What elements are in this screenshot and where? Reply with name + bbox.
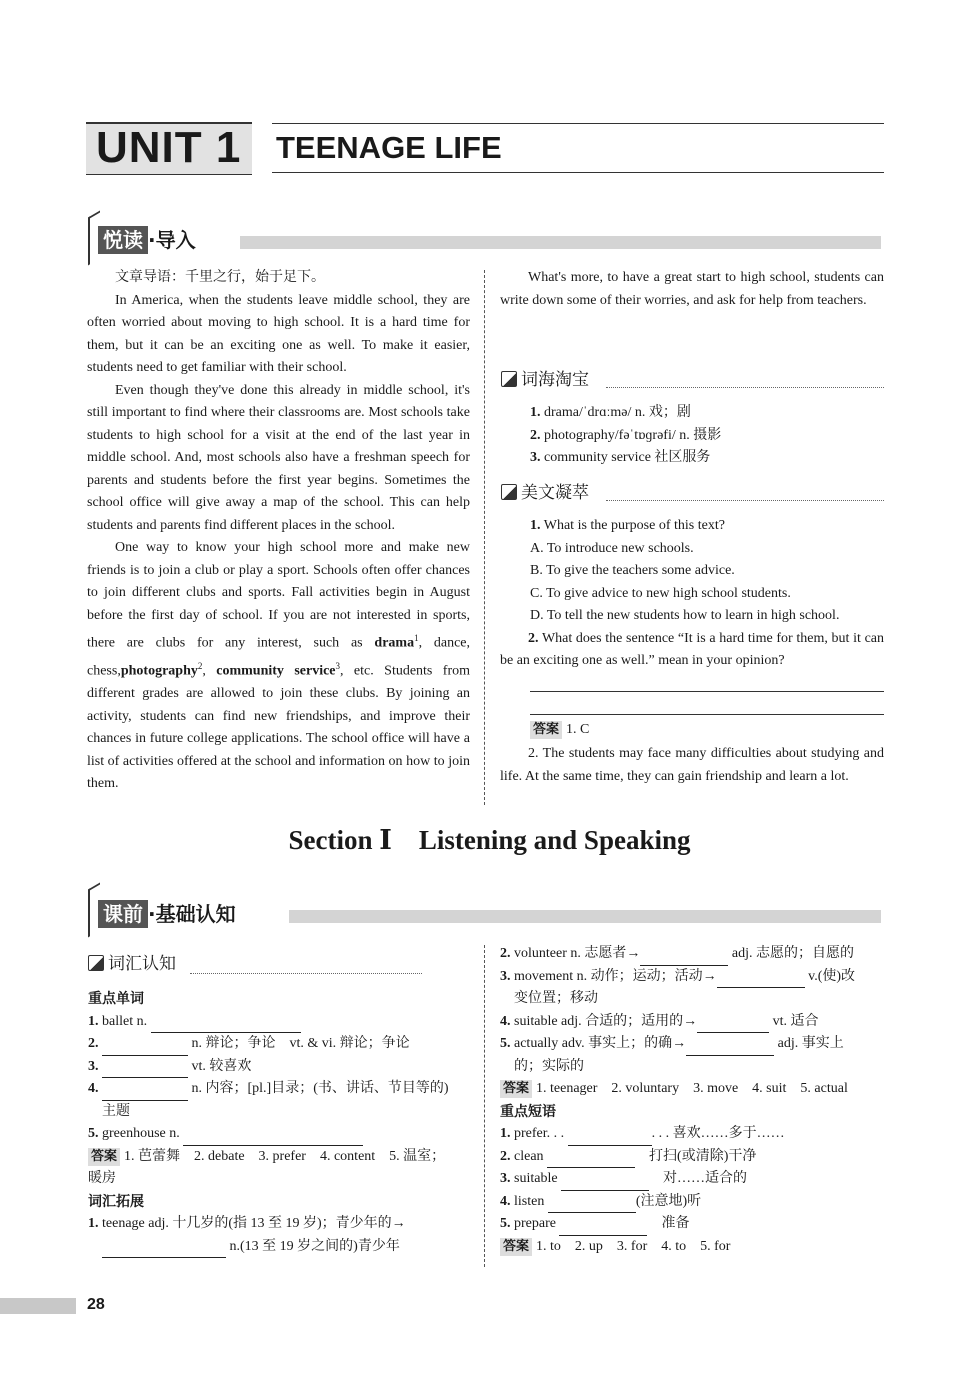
ext-text: adj. 志愿的；自愿的: [731, 946, 854, 961]
answer-text: 1. teenager 2. voluntary 3. move 4. suit 5. actual: [536, 1081, 848, 1096]
fill-blank[interactable]: [102, 1086, 188, 1101]
answer-text: 1. to 2. up 3. for 4. to 5. for: [536, 1238, 731, 1254]
section-bar: [289, 910, 881, 923]
ext-text: n.(13 至 19 岁之间的)青少年: [229, 1238, 400, 1254]
ext-text: actually adv. 事实上；的确→: [514, 1036, 687, 1051]
fill-blank[interactable]: [151, 1018, 301, 1033]
phrase-text: prefer. . .: [514, 1126, 565, 1141]
ext-item: 3. movement n. 动作；运动；活动→ v.(使)改: [500, 966, 884, 989]
phrase-text: suitable: [514, 1171, 558, 1186]
cihai-list: [530, 402, 721, 470]
fill-blank[interactable]: [717, 973, 805, 988]
vocab-left: [88, 988, 471, 1258]
item-text: drama/ˈdrɑːmə/ n. 戏；剧: [544, 405, 691, 420]
item-number: 4.: [88, 1081, 99, 1096]
option-a: A. To introduce new schools.: [530, 540, 694, 556]
vocab-word: drama: [374, 635, 415, 651]
phrase-text: clean: [514, 1148, 544, 1164]
option-d: D. To tell the new students how to learn in high school.: [530, 608, 840, 623]
item-number: 1.: [530, 405, 541, 420]
answer-words-cont: 暖房: [88, 1171, 116, 1186]
word-item: 1. ballet n.: [88, 1011, 471, 1034]
phrase-text: listen: [514, 1193, 545, 1209]
text: , etc. Students from different grades are allowed to join these clubs. By joining an activity, students can find new friendships, and improve their chances in future college applications. The school office will have a list of activities offered at the school and information on how to join them.: [87, 663, 470, 792]
word-item: [88, 1056, 471, 1079]
vocab-header: [88, 953, 176, 975]
section-subtitle: ·导入: [148, 228, 196, 252]
paragraph-3: [87, 537, 470, 796]
phrase-text: 打扫(或清除)干净: [649, 1148, 757, 1164]
page-number: 28: [87, 1296, 105, 1313]
ext-text: suitable adj. 合适的；适用的→: [514, 1013, 698, 1029]
note-icon: [501, 484, 517, 500]
item-number: 3.: [88, 1058, 99, 1074]
phrase-heading: 重点短语: [500, 1103, 556, 1120]
answer-label: 答案: [500, 1080, 532, 1098]
section-header-keqian: [98, 901, 236, 927]
section-tag: 悦读: [98, 226, 148, 254]
ext-text: adj. 事实上: [777, 1036, 844, 1051]
section-title: Section Ⅰ Listening and Speaking: [288, 825, 691, 855]
text: ,: [202, 663, 206, 679]
answer-text: 1. C: [566, 722, 590, 737]
fill-blank[interactable]: [686, 1041, 774, 1056]
meiwen-title: 美文凝萃: [521, 483, 589, 503]
item-number: 2.: [530, 427, 541, 443]
question-text: What is the purpose of this text?: [543, 518, 725, 533]
list-item: [530, 447, 721, 470]
section-bar: [240, 236, 881, 249]
answer-line[interactable]: [530, 714, 884, 715]
word-text: greenhouse n.: [102, 1126, 180, 1141]
fill-blank[interactable]: [548, 1198, 636, 1213]
ext-item: 4. suitable adj. 合适的；适用的→ vt. 适合: [500, 1011, 884, 1034]
answer-label: 答案: [88, 1148, 120, 1166]
ext-item-cont: 变位置；移动: [514, 991, 598, 1006]
word-text: ballet n.: [102, 1013, 148, 1029]
paragraph-1: In America, when the students leave middle school, they are often worried about moving to high school. It is a hard time for them, but it can be an exciting one as well. To make it easier, students need to get familiar with their school.: [87, 292, 470, 375]
word-item-cont: 主题: [102, 1103, 130, 1119]
item-text: community service 社区服务: [544, 450, 711, 465]
dotted-rule: [606, 500, 884, 501]
title-rule-top: [272, 123, 884, 124]
footnote-mark: 2: [197, 661, 203, 672]
fill-blank[interactable]: [102, 1063, 188, 1078]
answer-words: [88, 1146, 471, 1169]
phrase-item: 2. clean 打扫(或清除)干净: [500, 1146, 884, 1169]
key-words-heading: 重点单词: [88, 991, 144, 1007]
ext-text: volunteer n. 志愿者→: [514, 946, 641, 961]
answer-line[interactable]: [530, 691, 884, 692]
list-item: [530, 425, 721, 448]
list-item: [530, 402, 721, 425]
ext-heading: 词汇拓展: [88, 1193, 144, 1210]
phrase-item: 4. listen (注意地)听: [500, 1191, 884, 1214]
vocab-right: [500, 943, 884, 1258]
question-1: [500, 515, 884, 538]
ext-item-cont: [88, 1236, 471, 1259]
meiwen-header: [501, 482, 589, 504]
phrase-item: 5. prepare 准备: [500, 1213, 884, 1236]
section-subtitle: ·基础认知: [148, 902, 236, 926]
answer-phrase: [500, 1236, 884, 1259]
cihai-title: 词海淘宝: [521, 370, 589, 390]
word-item: [88, 1078, 471, 1101]
ext-item-cont: 的；实际的: [514, 1058, 584, 1074]
ext-text: vt. 适合: [772, 1013, 819, 1029]
fill-blank[interactable]: [547, 1153, 635, 1168]
option-c: C. To give advice to new high school students.: [530, 585, 791, 601]
question-number: 1.: [530, 518, 541, 533]
phrase-item: 3. suitable 对……适合的: [500, 1168, 884, 1191]
phrase-text: prepare: [514, 1216, 556, 1231]
word-item: [88, 1033, 471, 1056]
unit-title: TEENAGE LIFE: [276, 130, 502, 165]
question-number: 2.: [528, 630, 539, 646]
phrase-text: 准备: [661, 1216, 690, 1231]
word-text: n. 内容；[pl.]目录；(书、讲话、节目等的): [191, 1081, 449, 1096]
answer-label: 答案: [530, 721, 562, 739]
dotted-rule: [606, 387, 884, 388]
answer-text: 2. The students may face many difficulties about studying and life. At the same time, they can gain friendship and learn a lot.: [500, 746, 884, 784]
text: , dance, chess,: [87, 635, 470, 679]
page-number-bar: [0, 1298, 76, 1314]
ext-text: teenage adj. 十几岁的(指 13 至 19 岁)；青少年的→: [102, 1216, 406, 1231]
unit-label: UNIT 1: [96, 123, 242, 172]
paragraph-4: What's more, to have a great start to high school, students can write down some of their worries, and ask for help from teachers.: [500, 270, 884, 308]
ext-item: 2. volunteer n. 志愿者→ adj. 志愿的；自愿的: [500, 943, 884, 966]
ext-item: 5. actually adv. 事实上；的确→ adj. 事实上: [500, 1033, 884, 1056]
title-rule-bottom: [272, 172, 884, 173]
answer-2: [500, 743, 884, 788]
reading-right-column: [500, 267, 884, 312]
item-text: photography/fəˈtɒɡrəfi/ n. 摄影: [544, 427, 722, 443]
word-text: n. 辩论；争论 vt. & vi. 辩论；争论: [191, 1036, 410, 1051]
answer-1: [530, 719, 589, 742]
fill-blank[interactable]: [102, 1243, 226, 1258]
section-header-yuedu: [98, 227, 196, 253]
phrase-item: 1. prefer. . . . . . 喜欢……多于……: [500, 1123, 884, 1146]
column-divider: [484, 945, 485, 1267]
ext-item: 1. teenage adj. 十几岁的(指 13 至 19 岁)；青少年的→: [88, 1216, 406, 1231]
fill-blank[interactable]: [640, 951, 728, 966]
questions: [500, 515, 884, 673]
phrase-text: 对……适合的: [663, 1171, 748, 1186]
guide-text: 文章导语：千里之行，始于足下。: [115, 270, 325, 285]
word-text: vt. 较喜欢: [191, 1058, 252, 1074]
vocab-word: community service: [216, 663, 336, 679]
option-b: B. To give the teachers some advice.: [530, 563, 735, 578]
question-2: [500, 628, 884, 673]
section-tag: 课前: [98, 900, 148, 928]
reading-left-column: [87, 267, 470, 796]
ext-text: v.(使)改: [808, 968, 856, 984]
word-item: 5. greenhouse n.: [88, 1123, 471, 1146]
vocab-title: 词汇认知: [108, 954, 176, 974]
fill-blank[interactable]: [183, 1131, 363, 1146]
dotted-rule: [190, 973, 422, 974]
answer-ext: [500, 1078, 884, 1101]
fill-blank[interactable]: [697, 1018, 769, 1033]
answer-label: 答案: [500, 1238, 532, 1256]
note-icon: [88, 955, 104, 971]
footnote-mark: 3: [335, 661, 341, 672]
note-icon: [501, 371, 517, 387]
fill-blank[interactable]: [568, 1131, 652, 1146]
text: One way to know your high school more and make new friends is to join a club or play a sport. Schools often offer chances to join different clubs and sports. Fall activities begin in August before the first day of school. If you are not interested in sports, there are clubs for any interest, such as: [87, 540, 470, 651]
vocab-word: photography: [120, 663, 198, 679]
item-number: 2.: [88, 1036, 99, 1051]
column-divider: [484, 270, 485, 805]
item-number: 3.: [530, 450, 541, 465]
footnote-mark: 1: [414, 633, 419, 643]
phrase-text: (注意地)听: [635, 1193, 702, 1209]
answer-text: 1. 芭蕾舞 2. debate 3. prefer 4. content 5. 温室；: [124, 1148, 446, 1164]
phrase-text: . . . 喜欢……多于……: [651, 1126, 785, 1141]
fill-blank[interactable]: [102, 1041, 188, 1056]
fill-blank[interactable]: [561, 1176, 649, 1191]
fill-blank[interactable]: [559, 1221, 647, 1236]
question-text: What does the sentence “It is a hard time for them, but it can be an exciting one as well.” mean in your opinion?: [500, 630, 884, 668]
ext-text: movement n. 动作；运动；活动→: [514, 968, 717, 984]
paragraph-2: Even though they've done this already in middle school, it's still important to find where their classrooms are. Most schools take students to high school for a visit at the end of the last year in middle school. And, most schools also have a freshman speech for parents and students before the first year begins. Sometimes the school office will give away a map of the school. This can help students and parents find different places in the school.: [87, 382, 470, 533]
